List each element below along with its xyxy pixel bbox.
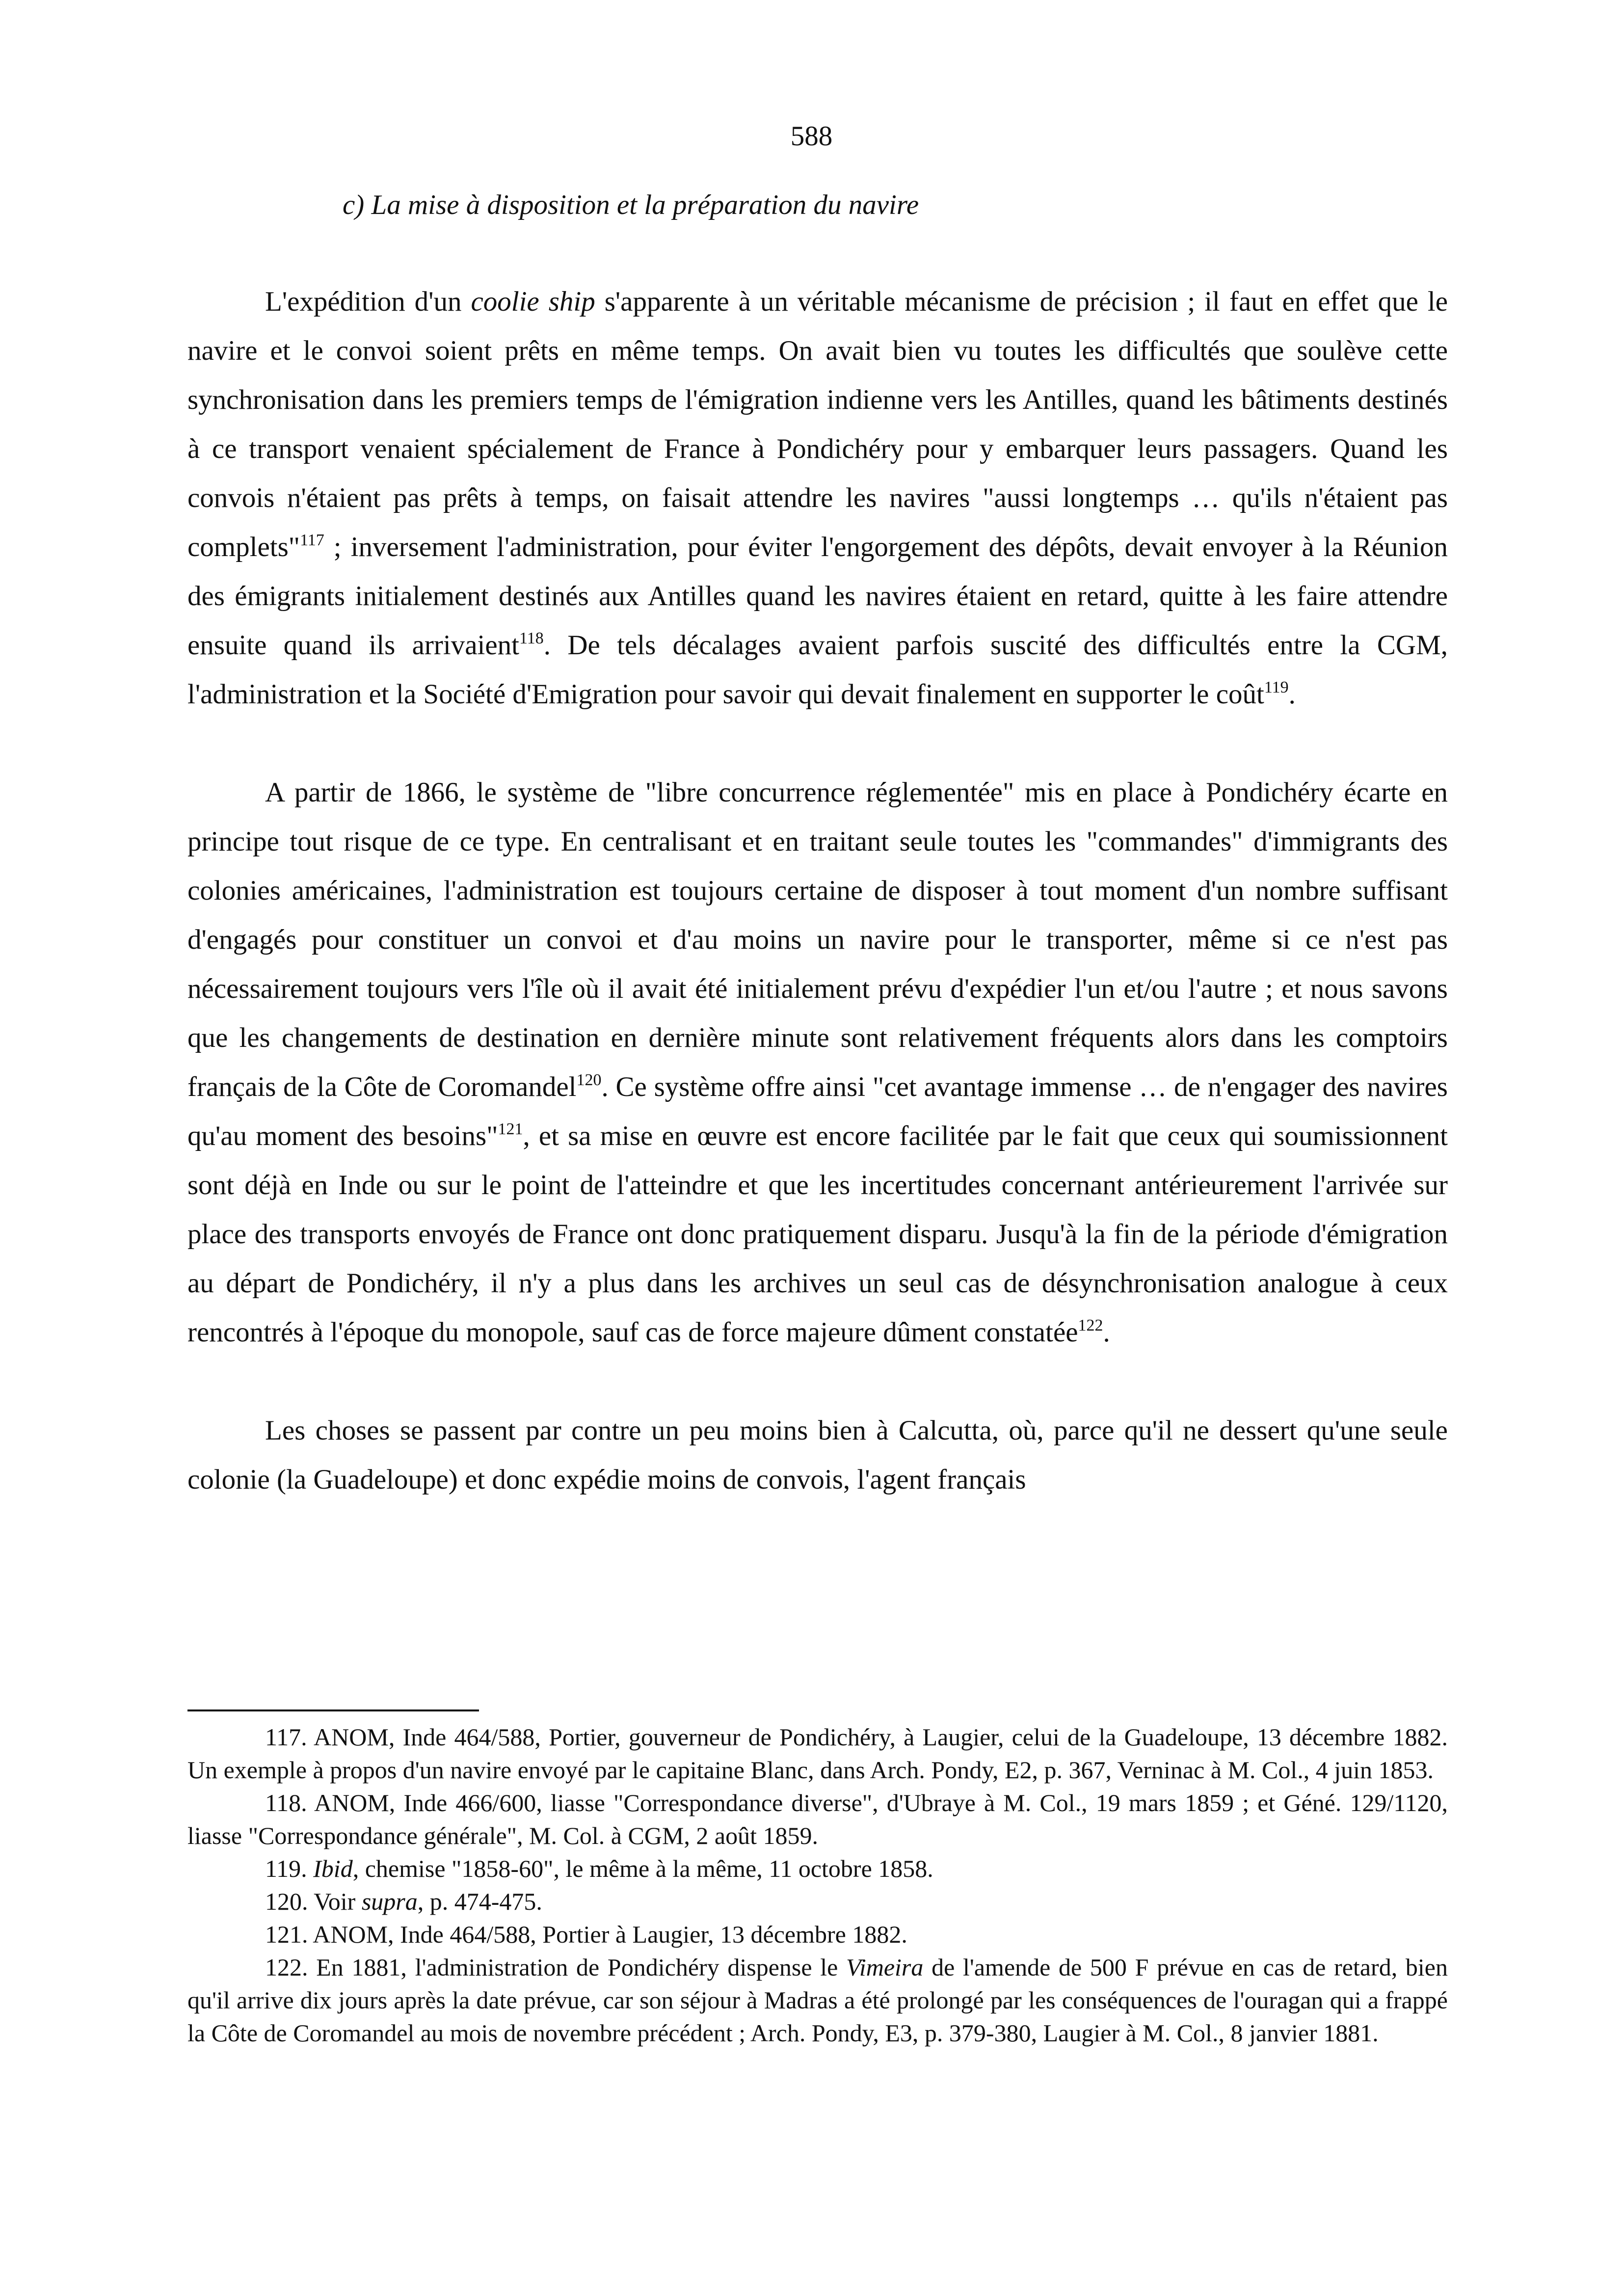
text-run: Les choses se passent par contre un peu moins bien à Calcutta, où, parce qu'il ne dessert qu'une seule colonie (la Guadeloupe) et donc expédie moins de convois, l'agent français <box>187 1415 1448 1495</box>
paragraph-1 <box>187 277 1448 719</box>
footnotes <box>187 1721 1448 2050</box>
text-run: 119. <box>265 1855 314 1882</box>
footnote-119 <box>187 1852 1448 1885</box>
text-run: . <box>1103 1317 1110 1348</box>
page-number: 588 <box>790 121 833 152</box>
text-run: , p. 474-475. <box>417 1888 542 1915</box>
text-run: 120. Voir <box>265 1888 362 1915</box>
paragraph-2 <box>187 768 1448 1357</box>
text-run: s'apparente à un véritable mécanisme de précision ; il faut en effet que le navire et le convoi soient prêts en même temps. On avait bien vu toutes les difficultés que soulève cette synchronisation dans les premiers temps de l'émigration indienne vers les Antilles, quand les bâtiments destinés à ce transport venaient spécialement de France à Pondichéry pour y embarquer leurs passagers. Quand les convois n'étaient pas prêts à temps, on faisait attendre les navires "aussi longtemps … qu'ils n'étaient pas complets" <box>187 286 1448 562</box>
footnote-117: 117. ANOM, Inde 464/588, Portier, gouverneur de Pondichéry, à Laugier, celui de la Guadeloupe, 13 décembre 1882. Un exemple à propos d'un navire envoyé par le capitaine Blanc, dans Arch. Pondy, E2, p. 367, Verninac à M. Col., 4 juin 1853. <box>187 1723 1448 1784</box>
text-run: L'expédition d'un <box>265 286 471 317</box>
italic-term: Vimeira <box>846 1953 924 1981</box>
text-run: , chemise "1858-60", le même à la même, 11 octobre 1858. <box>352 1855 933 1882</box>
footnote-ref-120[interactable]: 120 <box>576 1071 602 1089</box>
section-heading: c) La mise à disposition et la préparation du navire <box>343 189 919 220</box>
text-run: A partir de 1866, le système de "libre concurrence réglementée" mis en place à Pondichéry écarte en principe tout risque de ce type. En centralisant et en traitant seule toutes les "commandes" d'immigrants des colonies américaines, l'administration est toujours certaine de disposer à tout moment d'un nombre suffisant d'engagés pour constituer un convoi et d'au moins un navire pour le transporter, même si ce n'est pas nécessairement toujours vers l'île où il avait été initialement prévu d'expédier l'un et/ou l'autre ; et nous savons que les changements de destination en dernière minute sont relativement fréquents alors dans les comptoirs français de la Côte de Coromandel <box>187 777 1448 1102</box>
text-run: ; inversement l'administration, pour éviter l'engorgement des dépôts, devait envoyer à la Réunion des émigrants initialement destinés aux Antilles quand les navires étaient en retard, quitte à les faire attendre ensuite quand ils arrivaient <box>187 532 1448 661</box>
footnote-ref-118[interactable]: 118 <box>519 629 544 647</box>
italic-term: coolie ship <box>471 286 595 317</box>
footnote-ref-117[interactable]: 117 <box>300 531 324 549</box>
text-run: , et sa mise en œuvre est encore facilitée par le fait que ceux qui soumissionnent sont déjà en Inde ou sur le point de l'atteindre et que les incertitudes concernant antérieurement l'arrivée sur place des transports envoyés de France ont donc pratiquement disparu. Jusqu'à la fin de la période d'émigration au départ de Pondichéry, il n'y a plus dans les archives un seul cas de désynchronisation analogue à ceux rencontrés à l'époque du monopole, sauf cas de force majeure dûment constatée <box>187 1121 1448 1348</box>
text-run: . Ce système offre ainsi "cet avantage immense … de n'engager des navires qu'au moment des besoins" <box>187 1071 1448 1151</box>
text-run: 122. En 1881, l'administration de Pondichéry dispense le <box>265 1953 847 1981</box>
footnote-ref-121[interactable]: 121 <box>498 1120 523 1138</box>
footnote-118: 118. ANOM, Inde 466/600, liasse "Correspondance diverse", d'Ubraye à M. Col., 19 mars 1859 ; et Géné. 129/1120, liasse "Correspondance générale", M. Col. à CGM, 2 août 1859. <box>187 1789 1448 1849</box>
italic-term: supra <box>361 1888 418 1915</box>
text-run: . De tels décalages avaient parfois suscité des difficultés entre la CGM, l'administration et la Société d'Emigration pour savoir qui devait finalement en supporter le coût <box>187 630 1448 710</box>
footnote-120 <box>187 1885 1448 1918</box>
footnote-divider <box>187 1709 479 1711</box>
paragraph-3 <box>187 1406 1448 1504</box>
text-run: . <box>1288 679 1296 710</box>
footnote-ref-122[interactable]: 122 <box>1078 1316 1103 1335</box>
footnote-ref-119[interactable]: 119 <box>1264 678 1289 696</box>
body-text <box>187 277 1448 1504</box>
italic-term: Ibid <box>313 1855 353 1882</box>
footnote-122 <box>187 1951 1448 2050</box>
text-run: de l'amende de 500 F prévue en cas de retard, bien qu'il arrive dix jours après la date prévue, car son séjour à Madras a été prolongé par les conséquences de l'ouragan qui a frappé la Côte de Coromandel au mois de novembre précédent ; Arch. Pondy, E3, p. 379-380, Laugier à M. Col., 8 janvier 1881. <box>187 1953 1448 2047</box>
footnote-121: 121. ANOM, Inde 464/588, Portier à Laugier, 13 décembre 1882. <box>265 1921 907 1948</box>
